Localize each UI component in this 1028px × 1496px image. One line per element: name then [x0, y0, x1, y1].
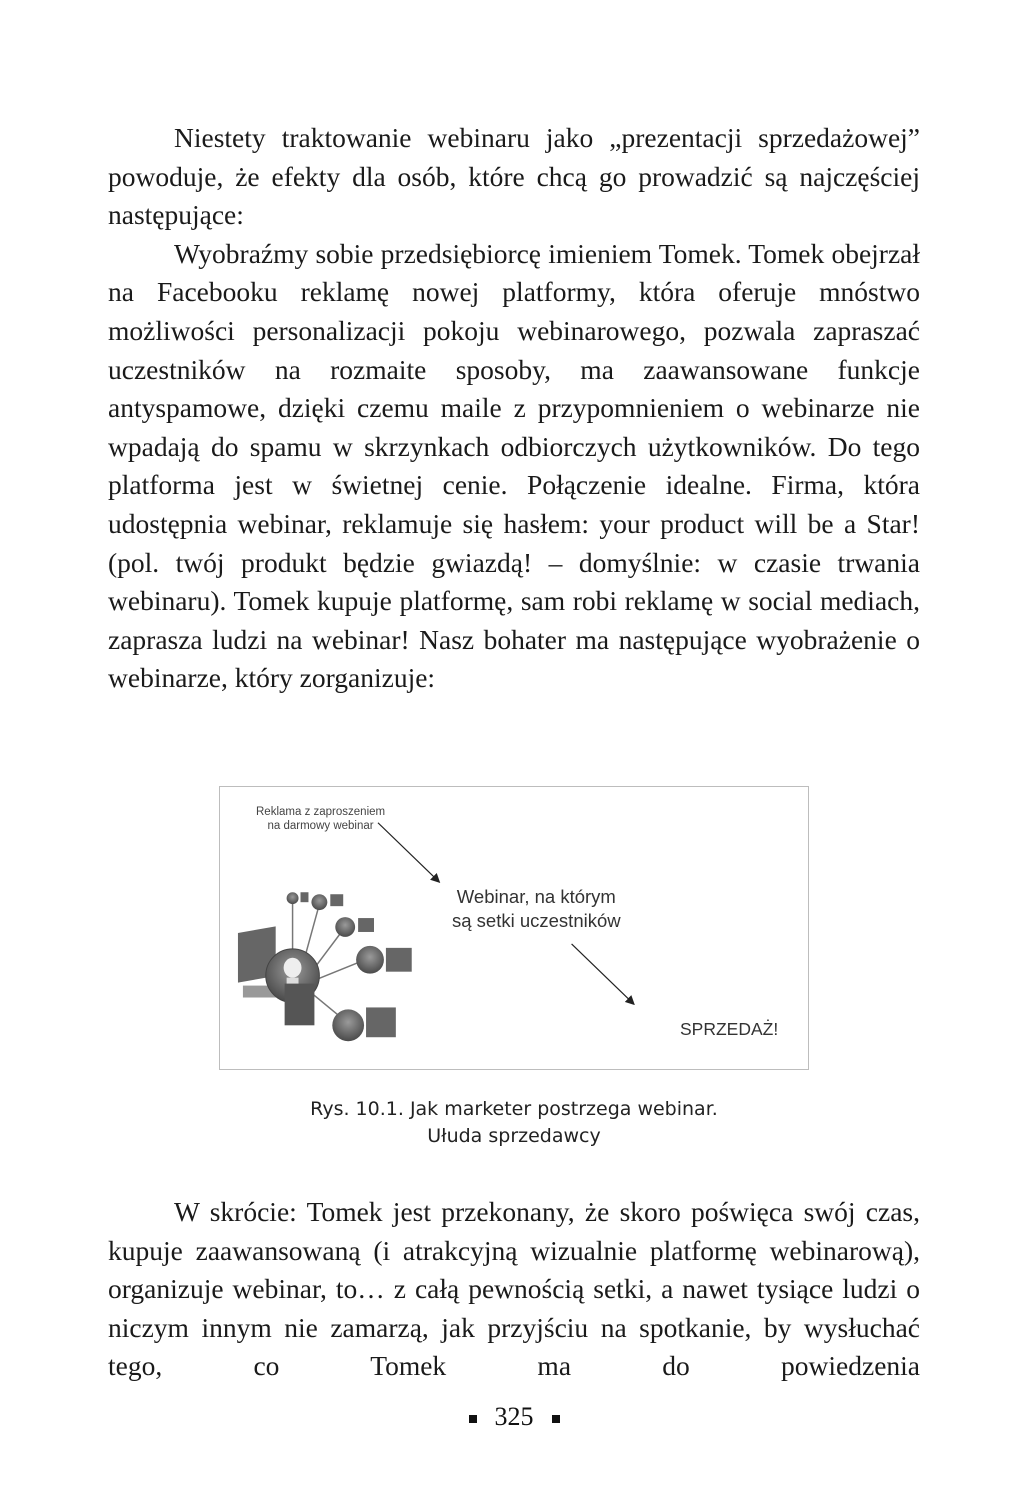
ad-label-line: na darmowy webinar	[267, 820, 374, 832]
body-text-bottom	[108, 1193, 920, 1386]
participant-icon	[332, 1007, 396, 1041]
caption-line: Ułuda sprzedawcy	[427, 1125, 601, 1147]
arrow-ad-to-webinar	[378, 823, 439, 882]
paragraph: Wyobraźmy sobie przedsiębiorcę imieniem Tomek. Tomek obejrzał na Facebooku reklamę nowej platformy, która oferuje mnóstwo możliwości personalizacji pokoju webinarowego, pozwala zapraszać uczestników na rozmaite sposoby, ma zaawansowane funkcje antyspamowe, dzięki czemu maile z przypomnieniem o webinarze nie wpadają do spamu w skrzynkach odbiorczych użytkowników. Do tego platforma jest w świetnej cenie. Połączenie idealne. Firma, która udostępnia webinar, reklamuje się hasłem: your product will be a Star! (pol. twój produkt będzie gwiazdą! – domyślnie: w czasie trwania webinaru). Tomek kupuje platformę, sam robi reklamę w social mediach, zaprasza ludzi na webinar! Nasz bohater ma następujące wyobrażenie o webinarze, który zorganizuje:	[108, 237, 920, 694]
bullet-square-icon	[552, 1415, 560, 1423]
figure-webinar-diagram	[219, 786, 809, 1070]
figure-caption	[200, 1096, 828, 1150]
page-number	[0, 1402, 1028, 1432]
page-number-text: 325	[494, 1402, 534, 1431]
caption-line: Rys. 10.1. Jak marketer postrzega webinar.	[310, 1098, 718, 1120]
participant-icon	[335, 917, 374, 937]
participant-icon	[287, 892, 309, 904]
webinar-label-line: są setki uczestników	[452, 910, 621, 931]
webinar-label	[452, 885, 621, 933]
sale-label: SPRZEDAŻ!	[680, 1019, 779, 1039]
body-text-top	[108, 119, 920, 698]
ad-label-line: Reklama z zaproszeniem	[256, 806, 386, 818]
bullet-square-icon	[469, 1415, 477, 1423]
ad-label	[256, 805, 385, 833]
arrow-webinar-to-sale	[572, 944, 634, 1004]
participant-icon	[356, 946, 412, 974]
participant-icon	[311, 894, 343, 910]
webinar-label-line: Webinar, na którym	[456, 886, 616, 907]
paragraph: Niestety traktowanie webinaru jako „prezentacji sprzedażowej” powoduje, że efekty dla osób, które chcą go prowadzić są najczęściej następujące:	[108, 122, 920, 231]
paragraph: W skrócie: Tomek jest przekonany, że skoro poświęca swój czas, kupuje zaawansowaną (i atrakcyjną wizualnie platformę webinarową), organizuje webinar, to… z całą pewnością setki, a nawet tysiące ludzi o niczym innym nie zamarzą, jak przyjściu na spotkanie, by wysłuchać tego, co Tomek ma do powiedzenia	[108, 1196, 920, 1382]
presenter-avatar-icon	[266, 949, 320, 1025]
